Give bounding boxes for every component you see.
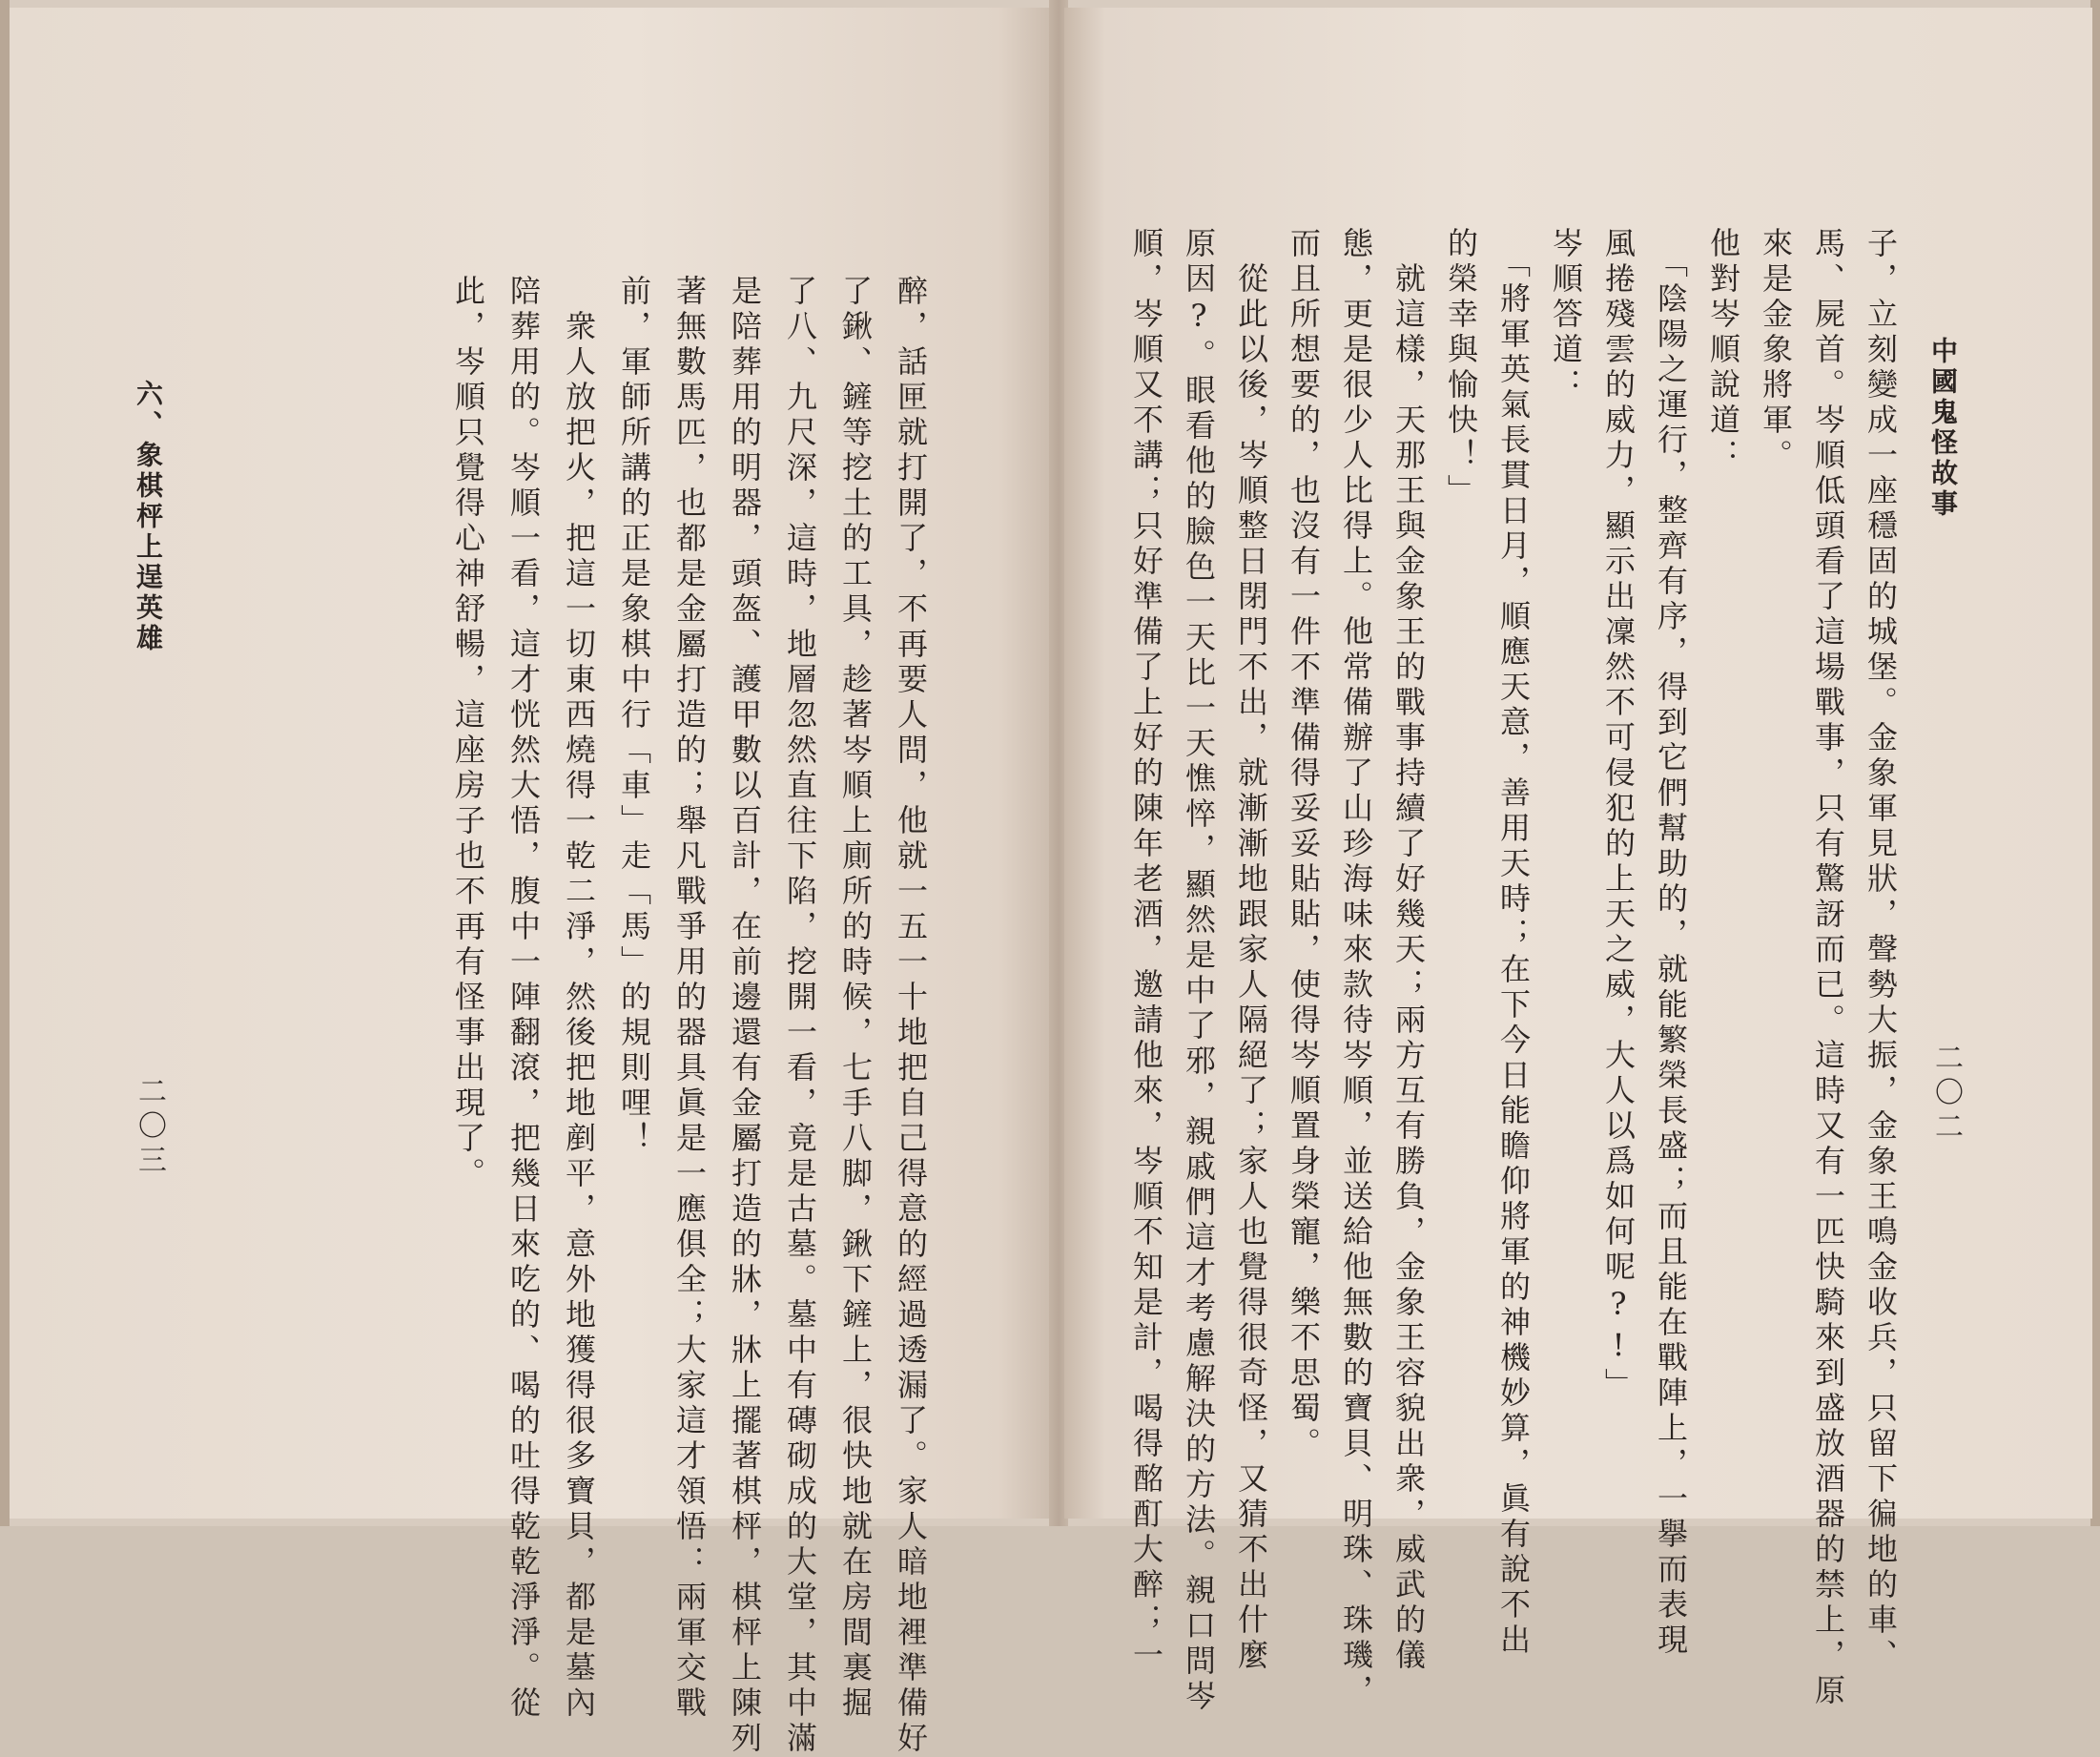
text-column: 他對岑順說道：	[1705, 227, 1741, 474]
text-column: 衆人放把火，把這一切東西燒得一乾二淨，然後把地剷平，意外地獲得很多寶貝，都是墓內	[561, 275, 597, 1722]
running-head-right: 中國鬼怪故事	[1927, 337, 1959, 520]
text-column: 原因?。眼看他的臉色一天比一天憔悴，顯然是中了邪，親戚們這才考慮解決的方法。親口問岑	[1181, 227, 1217, 1715]
text-column: 了八、九尺深，這時，地層忽然直往下陷，挖開一看，竟是古墓。墓中有磚砌成的大堂，其中滿	[782, 275, 818, 1757]
text-column: 了鍬、鏟等挖土的工具，趁著岑順上廁所的時候，七手八脚，鍬下鏟上，很快地就在房間裏掘	[837, 275, 874, 1722]
text-column: 從此以後，岑順整日閉門不出，就漸漸地跟家人隔絕了；家人也覺得很奇怪，又猜不出什麼	[1233, 227, 1269, 1674]
right-page	[1064, 8, 2092, 1715]
text-column: 岑順答道：	[1548, 227, 1584, 403]
text-column: 子，立刻變成一座穩固的城堡。金象軍見狀，聲勢大振，金象王鳴金收兵，只留下徧地的車、	[1863, 227, 1899, 1674]
text-column: 就這樣，天那王與金象王的戰事持續了好幾天；兩方互有勝負，金象王容貌出衆，威武的儀	[1390, 227, 1427, 1674]
text-column: 風捲殘雲的威力，顯示出凜然不可侵犯的上天之威，大人以爲如何呢?!」	[1600, 227, 1637, 1403]
left-page	[10, 8, 1051, 1757]
text-column: 馬、屍首。岑順低頭看了這場戰事，只有驚訝而已。這時又有一匹快騎來到盛放酒器的禁上，原	[1810, 227, 1846, 1709]
page-number-right: 二〇二	[1929, 1043, 1963, 1146]
text-column: 順，岑順又不講；只好準備了上好的陳年老酒，邀請他來，岑順不知是計，喝得酩酊大醉；一	[1128, 227, 1164, 1674]
text-column: 此，岑順只覺得心神舒暢，這座房子也不再有怪事出現了。	[450, 275, 486, 1192]
text-column: 態，更是很少人比得上。他常備辦了山珍海味來款待岑順，並送給他無數的寶貝、明珠、珠璣，	[1338, 227, 1374, 1709]
text-column: 來是金象將軍。	[1758, 227, 1794, 474]
text-column: 是陪葬用的明器，頭盔、護甲數以百計，在前邊還有金屬打造的牀，牀上擺著棋枰，棋枰上陳列	[727, 275, 763, 1757]
text-column: 而且所想要的，也沒有一件不準備得妥妥貼貼，使得岑順置身榮寵，樂不思蜀。	[1286, 227, 1322, 1462]
text-column: 陪葬用的。岑順一看，這才恍然大悟，腹中一陣翻滾，把幾日來吃的、喝的吐得乾乾淨淨。從	[505, 275, 542, 1722]
text-column: 著無數馬匹，也都是金屬打造的；舉凡戰爭用的器具眞是一應俱全；大家這才領悟：兩軍交戰	[671, 275, 708, 1722]
page-number-left: 二〇三	[133, 1076, 166, 1179]
page-edge-left	[0, 0, 10, 1526]
text-column: 「陰陽之運行，整齊有序，得到它們幫助的，就能繁榮長盛；而且能在戰陣上，一擧而表現	[1653, 227, 1689, 1659]
text-column: 的榮幸與愉快！」	[1443, 227, 1479, 509]
text-column: 醉，話匣就打開了，不再要人問，他就一五一十地把自己得意的經過透漏了。家人暗地裡準備好	[893, 275, 929, 1757]
running-head-left: 六、象棋枰上逞英雄	[133, 380, 164, 654]
text-column: 前，軍師所講的正是象棋中行「車」走「馬」的規則哩！	[616, 275, 652, 1157]
text-column: 「將軍英氣長貫日月，順應天意，善用天時；在下今日能瞻仰將軍的神機妙算，眞有說不出	[1495, 227, 1532, 1659]
